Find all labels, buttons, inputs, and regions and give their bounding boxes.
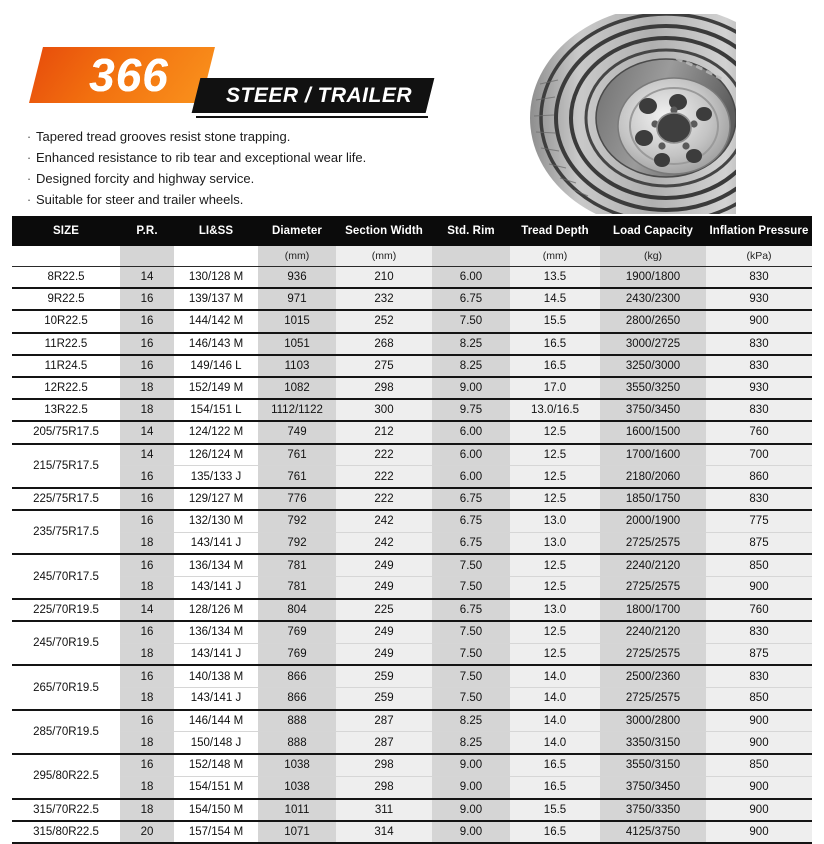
cell-pr: 16 <box>120 310 174 332</box>
cell-size: 10R22.5 <box>12 310 120 332</box>
cell-liss: 132/130 M <box>174 510 258 532</box>
cell-diameter: 792 <box>258 532 336 554</box>
cell-tread: 12.5 <box>510 421 600 443</box>
cell-diameter: 1082 <box>258 377 336 399</box>
cell-size: 12R22.5 <box>12 377 120 399</box>
bullet-icon: · <box>26 171 32 186</box>
cell-section: 275 <box>336 355 432 377</box>
cell-size: 285/70R19.5 <box>12 710 120 754</box>
cell-load: 1700/1600 <box>600 444 706 466</box>
cell-tread: 12.5 <box>510 621 600 643</box>
cell-size: 9R22.5 <box>12 288 120 310</box>
cell-section: 287 <box>336 732 432 754</box>
cell-pr: 20 <box>120 821 174 843</box>
cell-load: 1600/1500 <box>600 421 706 443</box>
column-unit-pr <box>120 246 174 266</box>
column-header-size: SIZE <box>12 216 120 246</box>
cell-inflation: 850 <box>706 754 812 776</box>
cell-size: 205/75R17.5 <box>12 421 120 443</box>
column-unit-inflation: (kPa) <box>706 246 812 266</box>
cell-pr: 16 <box>120 754 174 776</box>
cell-size: 315/80R22.5 <box>12 821 120 843</box>
cell-load: 1800/1700 <box>600 599 706 621</box>
cell-liss: 124/122 M <box>174 421 258 443</box>
cell-rim: 6.75 <box>432 488 510 510</box>
cell-section: 210 <box>336 266 432 288</box>
cell-tread: 12.5 <box>510 577 600 599</box>
cell-load: 1900/1800 <box>600 266 706 288</box>
cell-load: 2240/2120 <box>600 621 706 643</box>
cell-section: 222 <box>336 444 432 466</box>
header-divider-rule <box>196 116 428 118</box>
cell-section: 298 <box>336 377 432 399</box>
cell-section: 249 <box>336 554 432 576</box>
cell-size: 225/75R17.5 <box>12 488 120 510</box>
cell-inflation: 900 <box>706 799 812 821</box>
feature-text: Tapered tread grooves resist stone trapping. <box>36 129 291 144</box>
cell-liss: 139/137 M <box>174 288 258 310</box>
cell-liss: 140/138 M <box>174 665 258 687</box>
cell-load: 3750/3450 <box>600 776 706 798</box>
cell-section: 287 <box>336 710 432 732</box>
cell-section: 268 <box>336 333 432 355</box>
cell-inflation: 700 <box>706 444 812 466</box>
cell-section: 249 <box>336 621 432 643</box>
table-header-row <box>12 216 812 246</box>
cell-tread: 12.5 <box>510 488 600 510</box>
column-unit-rim <box>432 246 510 266</box>
cell-section: 298 <box>336 776 432 798</box>
table-header <box>12 216 812 266</box>
cell-section: 242 <box>336 532 432 554</box>
table-row <box>12 532 812 554</box>
cell-diameter: 761 <box>258 444 336 466</box>
cell-liss: 135/133 J <box>174 466 258 488</box>
table-row <box>12 510 812 532</box>
cell-tread: 16.5 <box>510 776 600 798</box>
product-header <box>0 0 824 210</box>
cell-pr: 16 <box>120 554 174 576</box>
cell-diameter: 888 <box>258 732 336 754</box>
cell-load: 3550/3150 <box>600 754 706 776</box>
cell-section: 222 <box>336 488 432 510</box>
cell-pr: 18 <box>120 377 174 399</box>
cell-liss: 126/124 M <box>174 444 258 466</box>
cell-tread: 12.5 <box>510 643 600 665</box>
table-row <box>12 288 812 310</box>
column-header-pr: P.R. <box>120 216 174 246</box>
cell-load: 3750/3450 <box>600 399 706 421</box>
cell-size: 11R24.5 <box>12 355 120 377</box>
table-row <box>12 310 812 332</box>
cell-inflation: 900 <box>706 776 812 798</box>
tire-illustration <box>498 14 736 214</box>
cell-tread: 13.0 <box>510 599 600 621</box>
cell-rim: 6.00 <box>432 444 510 466</box>
cell-liss: 154/150 M <box>174 799 258 821</box>
table-row <box>12 399 812 421</box>
cell-section: 232 <box>336 288 432 310</box>
table-row <box>12 665 812 687</box>
list-item <box>22 170 472 187</box>
cell-diameter: 776 <box>258 488 336 510</box>
cell-rim: 6.75 <box>432 288 510 310</box>
cell-inflation: 900 <box>706 710 812 732</box>
table-row <box>12 799 812 821</box>
cell-rim: 9.75 <box>432 399 510 421</box>
cell-pr: 16 <box>120 488 174 510</box>
cell-liss: 157/154 M <box>174 821 258 843</box>
cell-size: 295/80R22.5 <box>12 754 120 798</box>
cell-load: 2500/2360 <box>600 665 706 687</box>
cell-liss: 143/141 J <box>174 577 258 599</box>
cell-inflation: 850 <box>706 554 812 576</box>
cell-tread: 16.5 <box>510 754 600 776</box>
cell-tread: 14.0 <box>510 665 600 687</box>
column-unit-liss <box>174 246 258 266</box>
cell-tread: 13.0/16.5 <box>510 399 600 421</box>
cell-rim: 6.00 <box>432 266 510 288</box>
table-row <box>12 710 812 732</box>
cell-size: 235/75R17.5 <box>12 510 120 554</box>
column-header-diameter: Diameter <box>258 216 336 246</box>
cell-pr: 18 <box>120 532 174 554</box>
feature-text: Enhanced resistance to rib tear and exceptional wear life. <box>36 150 367 165</box>
cell-rim: 7.50 <box>432 577 510 599</box>
cell-size: 315/70R22.5 <box>12 799 120 821</box>
cell-load: 3750/3350 <box>600 799 706 821</box>
cell-pr: 16 <box>120 621 174 643</box>
cell-tread: 13.0 <box>510 532 600 554</box>
cell-section: 212 <box>336 421 432 443</box>
cell-load: 2725/2575 <box>600 532 706 554</box>
table-row <box>12 621 812 643</box>
cell-section: 242 <box>336 510 432 532</box>
cell-liss: 150/148 J <box>174 732 258 754</box>
cell-size: 11R22.5 <box>12 333 120 355</box>
cell-inflation: 775 <box>706 510 812 532</box>
column-unit-size <box>12 246 120 266</box>
cell-diameter: 1011 <box>258 799 336 821</box>
cell-size: 8R22.5 <box>12 266 120 288</box>
cell-liss: 143/141 J <box>174 643 258 665</box>
cell-inflation: 850 <box>706 688 812 710</box>
cell-tread: 13.5 <box>510 266 600 288</box>
cell-load: 1850/1750 <box>600 488 706 510</box>
column-unit-load: (kg) <box>600 246 706 266</box>
table-row <box>12 754 812 776</box>
specification-table <box>12 216 812 844</box>
cell-tread: 16.5 <box>510 355 600 377</box>
cell-pr: 16 <box>120 355 174 377</box>
cell-diameter: 792 <box>258 510 336 532</box>
cell-liss: 128/126 M <box>174 599 258 621</box>
cell-pr: 16 <box>120 288 174 310</box>
cell-load: 2240/2120 <box>600 554 706 576</box>
cell-pr: 16 <box>120 710 174 732</box>
cell-pr: 18 <box>120 776 174 798</box>
cell-diameter: 1071 <box>258 821 336 843</box>
cell-diameter: 1015 <box>258 310 336 332</box>
cell-inflation: 860 <box>706 466 812 488</box>
cell-rim: 8.25 <box>432 355 510 377</box>
table-unit-row <box>12 246 812 266</box>
table-row <box>12 821 812 843</box>
cell-inflation: 900 <box>706 310 812 332</box>
cell-load: 3000/2800 <box>600 710 706 732</box>
table-row <box>12 688 812 710</box>
cell-rim: 6.75 <box>432 510 510 532</box>
cell-diameter: 888 <box>258 710 336 732</box>
table-row <box>12 421 812 443</box>
cell-diameter: 866 <box>258 665 336 687</box>
cell-diameter: 769 <box>258 643 336 665</box>
table-row <box>12 444 812 466</box>
table-row <box>12 377 812 399</box>
cell-pr: 18 <box>120 577 174 599</box>
column-header-inflation: Inflation Pressure <box>706 216 812 246</box>
table-row <box>12 554 812 576</box>
cell-liss: 154/151 M <box>174 776 258 798</box>
pattern-name: STEER / TRAILER <box>225 83 412 107</box>
cell-section: 249 <box>336 577 432 599</box>
cell-pr: 18 <box>120 399 174 421</box>
cell-rim: 7.50 <box>432 554 510 576</box>
cell-diameter: 781 <box>258 577 336 599</box>
cell-liss: 154/151 L <box>174 399 258 421</box>
cell-pr: 16 <box>120 665 174 687</box>
cell-load: 2180/2060 <box>600 466 706 488</box>
cell-diameter: 761 <box>258 466 336 488</box>
cell-load: 2725/2575 <box>600 577 706 599</box>
list-item <box>22 128 472 145</box>
cell-inflation: 930 <box>706 377 812 399</box>
cell-liss: 152/148 M <box>174 754 258 776</box>
cell-liss: 146/143 M <box>174 333 258 355</box>
cell-liss: 136/134 M <box>174 621 258 643</box>
cell-diameter: 804 <box>258 599 336 621</box>
column-header-load: Load Capacity <box>600 216 706 246</box>
cell-pr: 16 <box>120 466 174 488</box>
cell-tread: 12.5 <box>510 554 600 576</box>
cell-pr: 16 <box>120 510 174 532</box>
table-row <box>12 643 812 665</box>
column-unit-diameter: (mm) <box>258 246 336 266</box>
cell-rim: 9.00 <box>432 776 510 798</box>
cell-rim: 8.25 <box>432 710 510 732</box>
list-item <box>22 191 472 208</box>
bullet-icon: · <box>26 129 32 144</box>
cell-diameter: 936 <box>258 266 336 288</box>
cell-section: 300 <box>336 399 432 421</box>
cell-load: 3350/3150 <box>600 732 706 754</box>
cell-load: 2430/2300 <box>600 288 706 310</box>
cell-section: 311 <box>336 799 432 821</box>
table-row <box>12 333 812 355</box>
column-header-rim: Std. Rim <box>432 216 510 246</box>
cell-inflation: 830 <box>706 333 812 355</box>
cell-rim: 9.00 <box>432 799 510 821</box>
table-row <box>12 732 812 754</box>
cell-section: 222 <box>336 466 432 488</box>
cell-inflation: 760 <box>706 599 812 621</box>
cell-liss: 129/127 M <box>174 488 258 510</box>
table-row <box>12 355 812 377</box>
table-row <box>12 466 812 488</box>
table-row <box>12 776 812 798</box>
cell-pr: 18 <box>120 799 174 821</box>
cell-tread: 15.5 <box>510 310 600 332</box>
cell-pr: 18 <box>120 688 174 710</box>
cell-section: 225 <box>336 599 432 621</box>
cell-pr: 14 <box>120 266 174 288</box>
cell-tread: 16.5 <box>510 821 600 843</box>
cell-rim: 9.00 <box>432 377 510 399</box>
column-unit-tread: (mm) <box>510 246 600 266</box>
cell-inflation: 830 <box>706 665 812 687</box>
cell-size: 13R22.5 <box>12 399 120 421</box>
cell-inflation: 830 <box>706 399 812 421</box>
cell-tread: 12.5 <box>510 444 600 466</box>
column-header-section: Section Width <box>336 216 432 246</box>
cell-inflation: 830 <box>706 488 812 510</box>
cell-diameter: 769 <box>258 621 336 643</box>
cell-liss: 144/142 M <box>174 310 258 332</box>
cell-diameter: 1103 <box>258 355 336 377</box>
cell-diameter: 781 <box>258 554 336 576</box>
cell-rim: 8.25 <box>432 333 510 355</box>
cell-tread: 16.5 <box>510 333 600 355</box>
cell-rim: 9.00 <box>432 754 510 776</box>
column-header-tread: Tread Depth <box>510 216 600 246</box>
cell-tread: 17.0 <box>510 377 600 399</box>
cell-inflation: 875 <box>706 532 812 554</box>
cell-rim: 6.75 <box>432 599 510 621</box>
cell-diameter: 1051 <box>258 333 336 355</box>
tire-product-image <box>498 14 736 214</box>
cell-size: 265/70R19.5 <box>12 665 120 709</box>
column-header-liss: LI&SS <box>174 216 258 246</box>
cell-rim: 6.75 <box>432 532 510 554</box>
cell-liss: 149/146 L <box>174 355 258 377</box>
bullet-icon: · <box>26 150 32 165</box>
table-row <box>12 488 812 510</box>
cell-liss: 143/141 J <box>174 532 258 554</box>
cell-inflation: 900 <box>706 821 812 843</box>
list-item <box>22 149 472 166</box>
cell-inflation: 875 <box>706 643 812 665</box>
cell-liss: 130/128 M <box>174 266 258 288</box>
cell-section: 249 <box>336 643 432 665</box>
cell-tread: 14.0 <box>510 710 600 732</box>
cell-diameter: 971 <box>258 288 336 310</box>
cell-tread: 14.0 <box>510 688 600 710</box>
cell-rim: 7.50 <box>432 688 510 710</box>
cell-rim: 6.00 <box>432 466 510 488</box>
table-row <box>12 266 812 288</box>
cell-load: 2725/2575 <box>600 643 706 665</box>
cell-tread: 14.0 <box>510 732 600 754</box>
cell-section: 298 <box>336 754 432 776</box>
feature-text: Suitable for steer and trailer wheels. <box>36 192 244 207</box>
cell-load: 3550/3250 <box>600 377 706 399</box>
cell-size: 215/75R17.5 <box>12 444 120 488</box>
cell-rim: 7.50 <box>432 310 510 332</box>
cell-inflation: 930 <box>706 288 812 310</box>
cell-diameter: 1038 <box>258 754 336 776</box>
cell-rim: 7.50 <box>432 665 510 687</box>
cell-inflation: 830 <box>706 621 812 643</box>
cell-diameter: 1112/1122 <box>258 399 336 421</box>
cell-section: 314 <box>336 821 432 843</box>
feature-list <box>22 128 472 212</box>
bullet-icon: · <box>26 192 32 207</box>
cell-pr: 16 <box>120 333 174 355</box>
table-row <box>12 599 812 621</box>
cell-load: 4125/3750 <box>600 821 706 843</box>
cell-rim: 8.25 <box>432 732 510 754</box>
cell-diameter: 866 <box>258 688 336 710</box>
cell-rim: 6.00 <box>432 421 510 443</box>
cell-tread: 12.5 <box>510 466 600 488</box>
cell-inflation: 760 <box>706 421 812 443</box>
cell-rim: 7.50 <box>432 621 510 643</box>
cell-rim: 9.00 <box>432 821 510 843</box>
cell-inflation: 900 <box>706 732 812 754</box>
cell-pr: 14 <box>120 444 174 466</box>
cell-size: 245/70R17.5 <box>12 554 120 598</box>
cell-pr: 14 <box>120 421 174 443</box>
cell-pr: 14 <box>120 599 174 621</box>
cell-inflation: 900 <box>706 577 812 599</box>
cell-inflation: 830 <box>706 355 812 377</box>
cell-liss: 146/144 M <box>174 710 258 732</box>
cell-load: 2800/2650 <box>600 310 706 332</box>
specification-table-container <box>12 216 812 844</box>
cell-liss: 143/141 J <box>174 688 258 710</box>
cell-liss: 152/149 M <box>174 377 258 399</box>
cell-tread: 15.5 <box>510 799 600 821</box>
cell-tread: 13.0 <box>510 510 600 532</box>
cell-liss: 136/134 M <box>174 554 258 576</box>
table-row <box>12 577 812 599</box>
cell-load: 3000/2725 <box>600 333 706 355</box>
model-number: 366 <box>89 49 169 101</box>
cell-load: 2000/1900 <box>600 510 706 532</box>
cell-size: 245/70R19.5 <box>12 621 120 665</box>
cell-section: 259 <box>336 688 432 710</box>
cell-load: 3250/3000 <box>600 355 706 377</box>
cell-section: 259 <box>336 665 432 687</box>
cell-pr: 18 <box>120 643 174 665</box>
cell-section: 252 <box>336 310 432 332</box>
cell-pr: 18 <box>120 732 174 754</box>
cell-inflation: 830 <box>706 266 812 288</box>
cell-diameter: 749 <box>258 421 336 443</box>
cell-rim: 7.50 <box>432 643 510 665</box>
cell-load: 2725/2575 <box>600 688 706 710</box>
cell-tread: 14.5 <box>510 288 600 310</box>
cell-size: 225/70R19.5 <box>12 599 120 621</box>
column-unit-section: (mm) <box>336 246 432 266</box>
cell-diameter: 1038 <box>258 776 336 798</box>
feature-text: Designed forcity and highway service. <box>36 171 255 186</box>
table-body <box>12 266 812 843</box>
